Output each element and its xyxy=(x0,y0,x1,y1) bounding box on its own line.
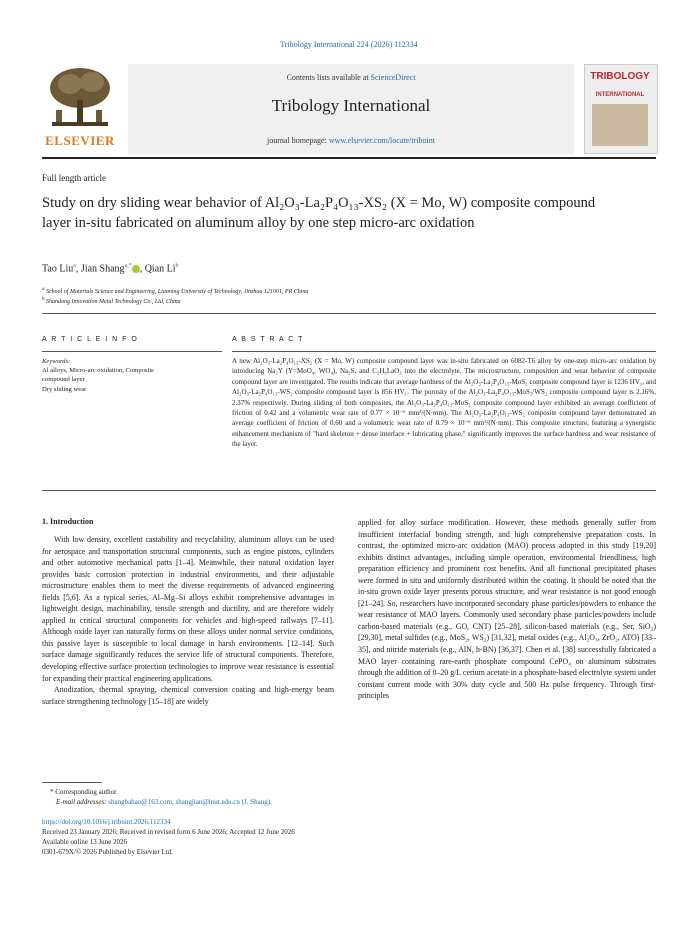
available-line: Available online 13 June 2026 xyxy=(42,838,128,846)
affiliation-text: School of Materials Science and Engineering, Liaoning University of Technology, Jinzhou 121001, PR China xyxy=(46,289,309,295)
doi-link[interactable]: https://doi.org/10.1016/j.triboint.2026.112334 xyxy=(42,818,171,826)
homepage-prefix: journal homepage: xyxy=(267,136,327,145)
section-heading: 1. Introduction xyxy=(42,517,94,526)
paragraph: applied for alloy surface modification. However, these methods generally suffer from insufficient interfacial bonding strength, and high comprehensive preparation costs. In contrast, the optimized micro-arc oxidation (MAO) process adopted in this study [19,20] exhibits distinct advantages, including simple operation, environmental friendliness, high preparation efficiency and prominent cost benefits. And all functional precipitated phases were formed in situ and uniformly distributed within the coating. It should be noted that the in-situ grown oxide layer presents porous structure, and wear resistance is not good enough [21–24]. So, researchers have incorporated secondary phase particles/powders to enhance the wear resistance of MAO layers. Commonly used secondary phase particles/powders include carbon-based materials (e.g., GO, CNT) [25–28], silicon-based materials (e.g., Ser, SiO₂) [29,30], metal sulfides (e.g., MoS₂, WS₂) [31,32], metal oxides (e.g., Al₂O₃, ZrO₂, ATO) [33–35], and nitride materials (e.g., AlN, h-BN) [36,37]. Chen et al. [38] successfully fabricated a MAO layer containing rare-earth phosphate compound CePO₄ on aluminum substrates through the addition of 0–20 g/L cerium acetate in a phosphate-based electrolyte system under constant current mode with 30% duty cycle and 500 Hz pulse frequency. Through first-principles xyxy=(358,518,656,701)
email-line xyxy=(56,798,272,806)
author-name[interactable]: Tao Liu xyxy=(42,263,74,275)
article-type: Full length article xyxy=(42,173,106,183)
intro-column-right xyxy=(358,517,656,702)
keywords-label: Keywords: xyxy=(42,358,71,365)
copyright-line: 0301-679X/© 2026 Published by Elsevier Ltd. xyxy=(42,848,173,856)
author-name[interactable]: Qian Li xyxy=(144,263,176,275)
paragraph: With low density, excellent castability and recyclability, aluminum alloys can be used for aerospace and transportation structural components, such as engine pistons, cylinders and other automotive mechanical parts [1–4]. Meanwhile, their natural oxidation layer provides basic corrosion protection in industrial environments, and their adjustable microstructure enables them to meet the diverse requirements of advanced engineering fields [5,6]. As a typical series, Al–Mg–Si alloys exhibit comprehensive advantages in lightweight design, machinability, tensile strength and ductility, and are therefore widely applied in critical structural components for vehicles and high-speed railways [7–11]. Although oxide layer can naturally forms on these alloys under normal service conditions, this passive layer is susceptible to local damage in harsh environments. [12–14]. Such surface damage significantly reduces the service life of structural components. Therefore, developing effective surface protection technologies to improve wear resistance is essential for expanding their practical engineering applications. xyxy=(42,535,334,683)
publisher-logo: ELSEVIER xyxy=(45,133,115,148)
author-name[interactable]: Jian Shang xyxy=(80,263,125,275)
keyword: compound layer xyxy=(42,376,85,383)
contents-line xyxy=(128,73,574,82)
affiliation-text: Shandong Innovation Metal Technology Co., Ltd, China xyxy=(46,299,181,305)
cover-image xyxy=(592,104,648,146)
affiliation xyxy=(42,287,308,295)
intro-column-left xyxy=(42,534,334,707)
journal-citation[interactable]: Tribology International 224 (2026) 112334 xyxy=(280,40,418,49)
abstract-heading: A B S T R A C T xyxy=(232,336,304,343)
orcid-icon[interactable] xyxy=(132,265,140,273)
keyword: Al alloys, Micro-arc oxidation, Composite xyxy=(42,367,155,374)
abstract-text: A new Al₂O₃-La₂P₄O₁₃-XS₂ (X = Mo, W) composite compound layer was in-situ fabricated on 6082-T6 alloy by one-step micro-arc oxidation by introducing Na₂Y (Y=MoO₄, WO₄), Na₂S, and C₂H₆LaO₃ into the electrolyte. The microstructure, composition and wear behavior of composite compound layer are investigated. The results indicate that average hardness of the Al₂O₃-La₂P₄O₁₃-MoS₂ composite compound layer is 1236 HV₁, and Al₂O₃-La₂P₄O₁₃-WS₂ composite compound layer is 856 HV₁. The porosity of the Al₂O₃-La₂P₄O₁₃-MoS₂/WS₂ composite compound layer is 2.16%, 2.37% respectively. During sliding of both composites, the Al₂O₃-La₂P₄O₁₃-MoS₂ composite compound layer exhibited an average coefficient of friction of 0.42 and a volumetric wear rate of 0.77 × 10⁻⁶ mm³/(N·mm). The Al₂O₃-La₂P₄O₁₃-WS₂ composite compound layer demonstrated an average coefficient of friction of 0.60 and a volumetric wear rate of 0.79 × 10⁻⁶ mm³/(N·mm). This composite structure, featuring a synergistic enhancement mechanism of "hard skeleton + dense interface + lubricating phase," significantly improves the surface hardness and wear resistance of the layer. xyxy=(232,357,656,449)
abstract-divider xyxy=(232,351,656,352)
author-sup[interactable]: b xyxy=(175,263,179,269)
contents-prefix: Contents lists available at xyxy=(286,73,369,82)
affiliation-sup: b xyxy=(42,297,45,302)
paragraph: Anodization, thermal spraying, chemical conversion coating and high-energy beam surface strengthening technology [15–18] are widely xyxy=(42,685,334,706)
dates-line: Received 23 January 2026; Received in revised form 6 June 2026; Accepted 12 June 2026 xyxy=(42,828,295,836)
cover-title: TRIBOLOGY xyxy=(590,71,650,82)
tree-icon xyxy=(42,64,118,132)
author-sup[interactable]: a,* xyxy=(124,263,132,269)
keyword: Dry sliding wear xyxy=(42,386,87,393)
affiliation xyxy=(42,297,181,305)
journal-name: Tribology International xyxy=(271,96,431,115)
header-divider xyxy=(42,157,656,159)
article-info-divider xyxy=(42,351,222,352)
homepage-line xyxy=(128,136,574,145)
author-list: Tao Liu$^a$, Jian Shang$^{a,*}$ , Qian Li$^b$ xyxy=(42,263,179,275)
homepage-link[interactable]: www.elsevier.com/locate/triboint xyxy=(328,136,435,145)
title-divider xyxy=(42,313,656,314)
abstract-bottom-divider xyxy=(42,490,656,491)
affiliation-sup: a xyxy=(42,287,45,292)
cover-subtitle: INTERNATIONAL xyxy=(595,92,645,98)
author-sup[interactable]: a xyxy=(73,263,76,269)
article-title: Study on dry sliding wear behavior of Al₂O₃-La₂P₄O₁₃-XS₂ (X = Mo, W) composite compound layer in-situ fabricated on aluminum alloy by one step micro-arc oxidation xyxy=(42,195,596,231)
corresponding-note: * Corresponding author. xyxy=(50,788,118,796)
footnote-divider xyxy=(42,782,102,783)
email-links[interactable]: shangbahao@163.com, shangjian@lnut.edu.cn (J. Shang). xyxy=(108,798,272,806)
article-info-heading: A R T I C L E I N F O xyxy=(42,336,139,343)
sciencedirect-link[interactable]: ScienceDirect xyxy=(370,73,416,82)
email-label: E-mail addresses: xyxy=(56,798,107,806)
